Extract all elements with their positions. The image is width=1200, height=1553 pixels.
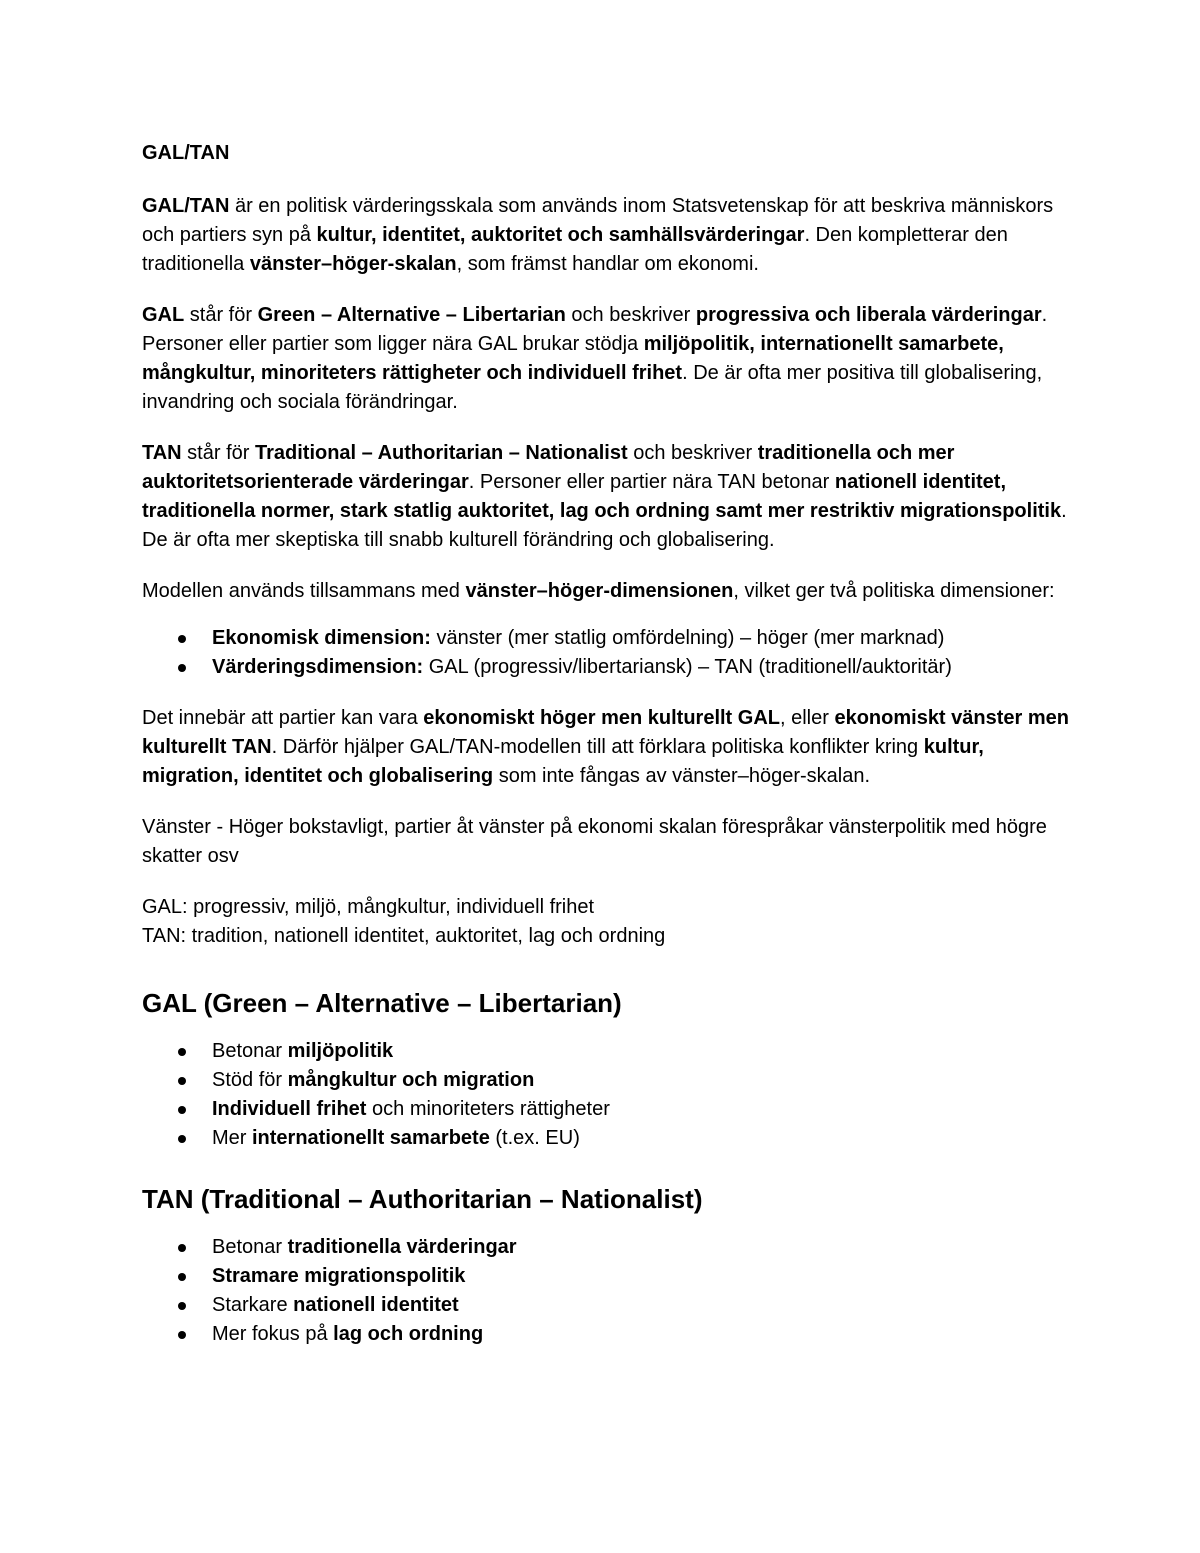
text-run: . Den kompletterar den traditionella (142, 224, 1008, 275)
gal-list (142, 1037, 1070, 1153)
text-run: vänster (mer statlig omfördelning) – höger (mer marknad) (430, 627, 945, 649)
text-run: (t.ex. EU) (489, 1127, 580, 1149)
bullet-icon (178, 664, 186, 672)
bold-text: GAL/TAN (142, 195, 230, 217)
bullet-icon (178, 1077, 186, 1085)
bold-text: lag och ordning (333, 1323, 484, 1345)
bold-text: Individuell frihet (212, 1098, 367, 1120)
summary-gal: GAL: progressiv, miljö, mångkultur, individuell frihet (142, 896, 595, 918)
list-item (142, 1320, 1070, 1349)
list-item (142, 1037, 1070, 1066)
bold-text: kultur, identitet, auktoritet och samhällsvärderingar (316, 224, 805, 246)
bold-text: miljöpolitik (287, 1040, 394, 1062)
text-run: är en politisk värderingsskala som används inom Statsvetenskap för att beskriva människors och partiers syn på (142, 195, 1054, 246)
bullet-icon (178, 1302, 186, 1310)
text-run: Starkare (212, 1294, 294, 1316)
paragraph-definition (142, 192, 1070, 279)
bullet-icon (178, 1048, 186, 1056)
bold-text: Traditional – Authoritarian – Nationalist (254, 442, 628, 464)
bold-text: GAL (142, 304, 185, 326)
text-run: . De är ofta mer positiva till globalisering, invandring och sociala förändringar. (142, 362, 1043, 413)
text-run: och beskriver (565, 304, 696, 326)
bold-text: progressiva och liberala värderingar (695, 304, 1042, 326)
bold-text: nationell identitet (293, 1294, 459, 1316)
tan-list (142, 1233, 1070, 1349)
bold-text: miljöpolitik, internationellt samarbete, mångkultur, minoriteters rättigheter och individuell frihet (142, 333, 1004, 384)
text-run: . Personer eller partier nära TAN betonar (468, 471, 835, 493)
bullet-icon (178, 1273, 186, 1281)
text-run: . De är ofta mer skeptiska till snabb kulturell förändring och globalisering. (142, 500, 1067, 551)
paragraph-tan (142, 439, 1070, 555)
list-item (142, 1291, 1070, 1320)
paragraph-left-right-note (142, 813, 1070, 871)
dimensions-list (142, 624, 1070, 682)
bullet-icon (178, 1106, 186, 1114)
bold-text: nationell identitet, traditionella normer, stark statlig auktoritet, lag och ordning samt mer restriktiv migrationspolitik (142, 471, 1062, 522)
bold-text: internationellt samarbete (252, 1127, 490, 1149)
bold-text: mångkultur och migration (287, 1069, 535, 1091)
list-item (142, 1262, 1070, 1291)
text-run: och beskriver (627, 442, 758, 464)
list-item (142, 1124, 1070, 1153)
text-run: som inte fångas av vänster–höger-skalan. (493, 765, 871, 787)
text-run: . Därför hjälper GAL/TAN-modellen till att förklara politiska konflikter kring (271, 736, 924, 758)
bullet-icon (178, 635, 186, 643)
text-run: , eller (779, 707, 835, 729)
bullet-icon (178, 1135, 186, 1143)
summary-tan: TAN: tradition, nationell identitet, auktoritet, lag och ordning (142, 925, 666, 947)
bold-text: Green – Alternative – Libertarian (257, 304, 566, 326)
text-run: , som främst handlar om ekonomi. (456, 253, 759, 275)
text-run: Det innebär att partier kan vara (142, 707, 424, 729)
text-run: Betonar (212, 1236, 288, 1258)
list-item (142, 653, 1070, 682)
bold-text: traditionella värderingar (287, 1236, 517, 1258)
text-run: Mer fokus på (212, 1323, 334, 1345)
text-run: GAL (progressiv/libertariansk) – TAN (traditionell/auktoritär) (423, 656, 952, 678)
document-title: GAL/TAN (142, 142, 230, 164)
text-run: står för (184, 304, 258, 326)
text-run: Betonar (212, 1040, 288, 1062)
text-run: , vilket ger två politiska dimensioner: (733, 580, 1055, 602)
list-item (142, 624, 1070, 653)
text-run: Mer (212, 1127, 252, 1149)
section-heading-tan: TAN (Traditional – Authoritarian – Nationalist) (142, 1184, 703, 1214)
bold-text: kultur, migration, identitet och globalisering (142, 736, 984, 787)
bold-text: vänster–höger-dimensionen (465, 580, 734, 602)
text-run: . Personer eller partier som ligger nära GAL brukar stödja (142, 304, 1048, 355)
text-run: Vänster - Höger bokstavligt, partier åt vänster på ekonomi skalan förespråkar vänsterpolitik med högre skatter osv (142, 816, 1047, 867)
text-run: Modellen används tillsammans med (142, 580, 466, 602)
intro-paragraphs (142, 192, 1070, 606)
paragraph-implication (142, 704, 1070, 791)
text-run: Stöd för (212, 1069, 288, 1091)
paragraph-model (142, 577, 1070, 606)
text-run: står för (181, 442, 255, 464)
bullet-icon (178, 1244, 186, 1252)
bold-text: TAN (142, 442, 182, 464)
list-item (142, 1066, 1070, 1095)
bold-text: Värderingsdimension: (212, 656, 424, 678)
bold-text: Ekonomisk dimension: (212, 627, 431, 649)
section-heading-gal: GAL (Green – Alternative – Libertarian) (142, 988, 622, 1018)
bold-text: traditionella och mer auktoritetsorienterade värderingar (142, 442, 955, 493)
text-run: och minoriteters rättigheter (366, 1098, 610, 1120)
bold-text: ekonomiskt höger men kulturellt GAL (423, 707, 780, 729)
list-item (142, 1095, 1070, 1124)
bold-text: Stramare migrationspolitik (212, 1265, 466, 1287)
bullet-icon (178, 1331, 186, 1339)
bold-text: ekonomiskt vänster men kulturellt TAN (142, 707, 1069, 758)
list-item (142, 1233, 1070, 1262)
paragraph-gal (142, 301, 1070, 417)
bold-text: vänster–höger-skalan (249, 253, 457, 275)
